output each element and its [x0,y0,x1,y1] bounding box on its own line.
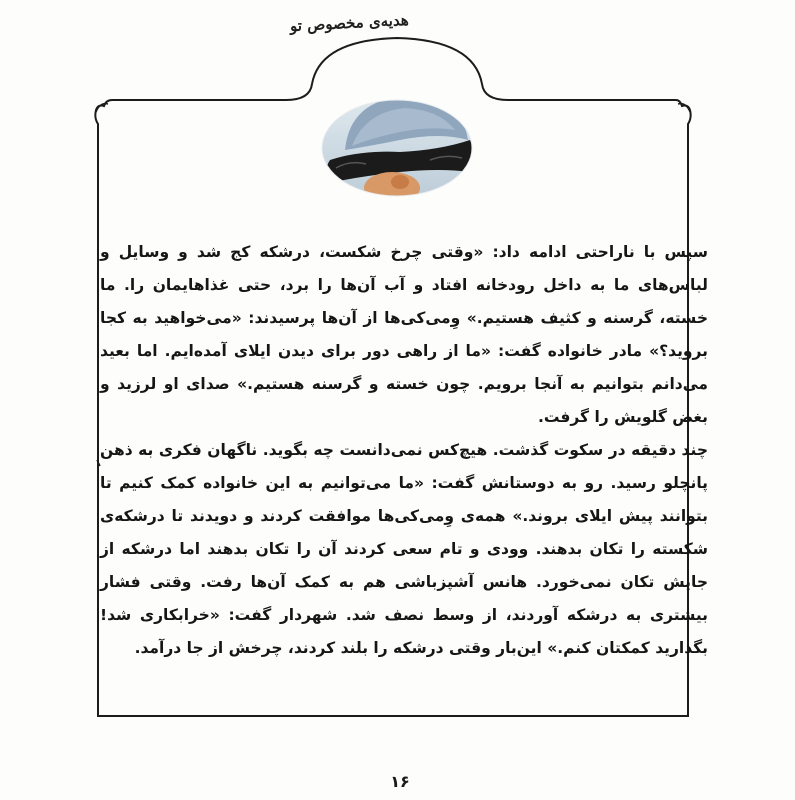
frame-curl-left [96,104,108,112]
series-title: هدیه‌ی مخصوص تو [289,10,410,36]
story-paragraph: چند دقیقه در سکوت گذشت. هیچ‌کس نمی‌دانست چه بگوید. ناگهان فکری به ذهن پانچلو رسید. رو به دوستانش گفت: «ما می‌توانیم به این خانواده کمک کنیم تا بتوانند پیش ایلای بروند.» همه‌ی وِمی‌کی‌ها موافقت کردند و دویدند تا درشکه‌ی شکسته را تکان بدهند. وودی و تام سعی کردند آن را تکان بدهند اما درشکه از جایش تکان نمی‌خورد. هانس آشپزباشی هم به کمک آن‌ها رفت. وقتی فشار بیشتری به درشکه آوردند، از وسط نصف شد. شهردار گفت: «خرابکاری شد! بگذارید کمکتان کنم.» این‌بار وقتی درشکه را بلند کردند، چرخش از جا درآمد. [100,441,708,657]
page-number: ۱۶ [390,772,410,791]
story-paragraph: سپس با ناراحتی ادامه داد: «وقتی چرخ شکست، درشکه کج شد و وسایل و لباس‌های ما به داخل رودخانه افتاد و آب آن‌ها را برد، حتی غذاهایمان را. ما خسته، گرسنه و کثیف هستیم.» وِمی‌کی‌ها از آن‌ها پرسیدند: «می‌خواهید به کجا بروید؟» مادر خانواده گفت: «ما از راهی دور برای دیدن ایلای آمده‌ایم. اما بعید می‌دانم بتوانیم به آنجا برویم. چون خسته و گرسنه هستیم.» صدای او لرزید و بغض گلویش را گرفت. [100,243,708,426]
frame-curl-right [678,104,690,112]
hat-illustration [320,96,480,210]
story-text [100,236,708,665]
